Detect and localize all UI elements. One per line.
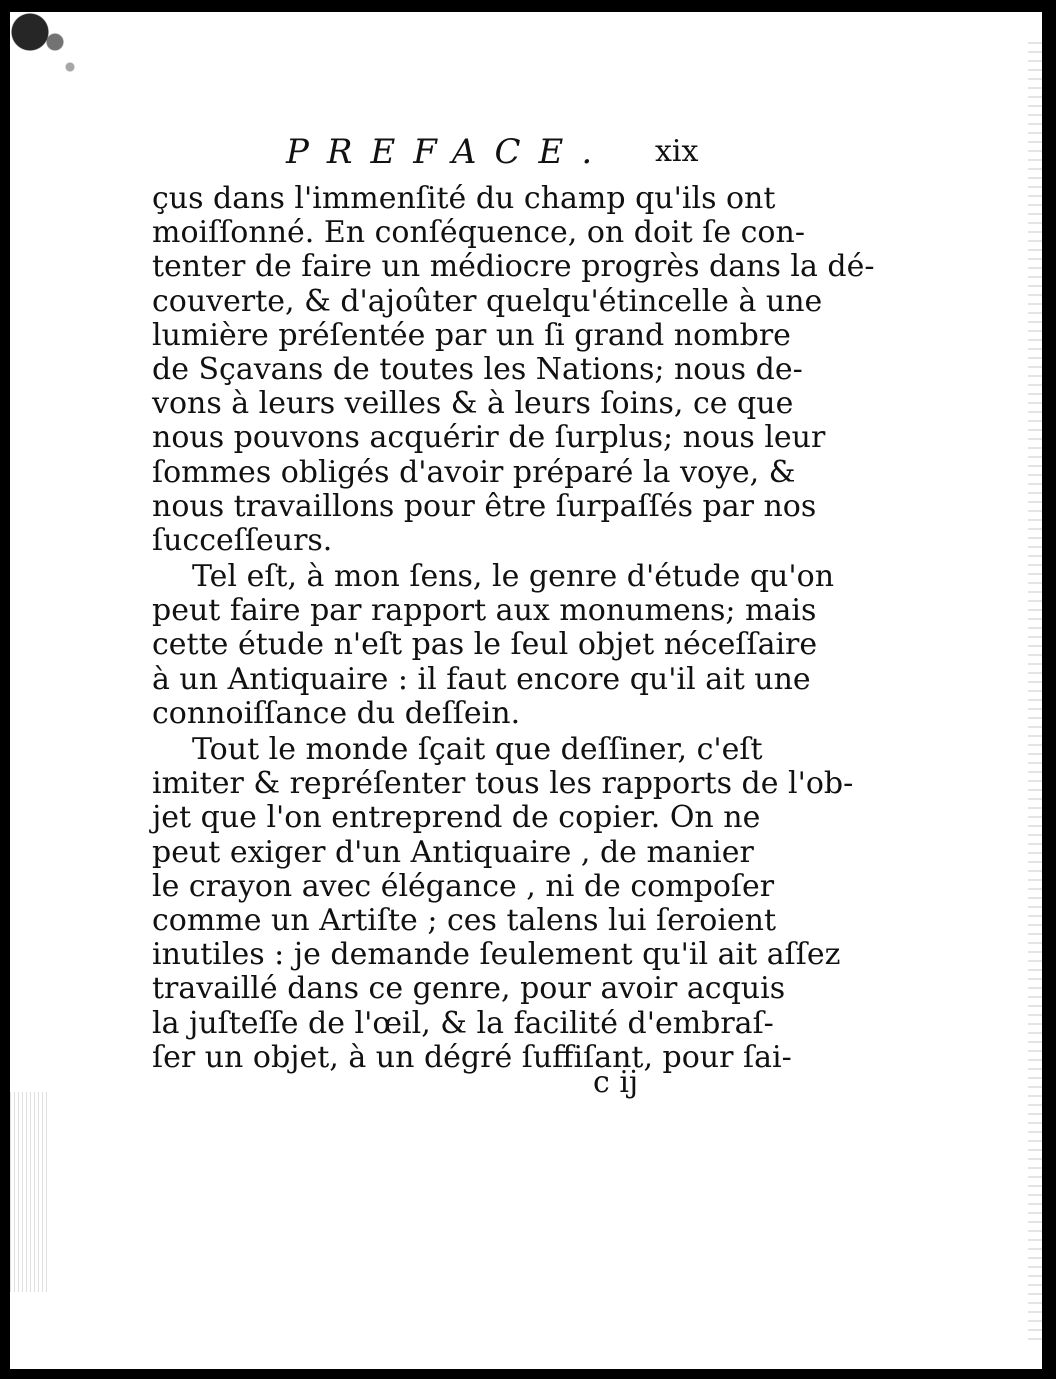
text-line: inutiles : je demande ſeulement qu'il ait aſſez: [152, 937, 841, 973]
signature-mark: c ij: [593, 1065, 639, 1100]
text-line: le crayon avec élégance , ni de compoſer: [152, 868, 775, 904]
book-page: [10, 12, 1042, 1369]
text-line: moiſſonné. En conſéquence, on doit ſe con-: [152, 215, 805, 251]
page-number: xix: [655, 134, 699, 169]
text-line: travaillé dans ce genre, pour avoir acquis: [152, 971, 786, 1007]
text-line: comme un Artiſte ; ces talens lui ſeroient: [152, 902, 777, 938]
text-line: la juſteſſe de l'œil, & la facilité d'embraſ-: [152, 1005, 774, 1041]
page-header: [10, 132, 1042, 182]
text-line: Tel eſt, à mon ſens, le genre d'étude qu'on: [192, 559, 835, 595]
text-line: ſommes obligés d'avoir préparé la voye, &: [152, 454, 796, 490]
scan-edge-artifact: [10, 12, 80, 82]
text-line: ſucceſſeurs.: [152, 522, 333, 558]
text-line: lumière préſentée par un ſi grand nombre: [152, 317, 791, 353]
text-line: vons à leurs veilles & à leurs ſoins, ce que: [152, 386, 794, 422]
text-line: tenter de faire un médiocre progrès dans la dé-: [152, 249, 875, 285]
text-line: peut exiger d'un Antiquaire , de manier: [152, 834, 754, 870]
text-line: cette étude n'eſt pas le ſeul objet néceſſaire: [152, 627, 818, 663]
text-line: nous travaillons pour être ſurpaſſés par nos: [152, 488, 817, 524]
text-line: nous pouvons acquérir de ſurplus; nous leur: [152, 420, 826, 456]
scan-edge-artifact: [1028, 42, 1042, 1342]
body-text: [152, 181, 875, 1075]
text-line: çus dans l'immenſité du champ qu'ils ont: [152, 181, 776, 216]
text-line: à un Antiquaire : il faut encore qu'il ait une: [152, 661, 811, 697]
paragraph: [152, 181, 875, 558]
text-line: couverte, & d'ajoûter quelqu'étincelle à une: [152, 283, 823, 319]
running-head: PREFACE.: [286, 132, 611, 172]
paragraph: [152, 559, 835, 731]
text-line: de Sçavans de toutes les Nations; nous de-: [152, 351, 803, 387]
text-line: ſer un objet, à un dégré ſuffiſant, pour ſai-: [152, 1039, 792, 1075]
text-line: jet que l'on entreprend de copier. On ne: [152, 800, 761, 836]
text-line: imiter & repréſenter tous les rapports de l'ob-: [152, 766, 854, 802]
text-line: connoiſſance du deſſein.: [152, 695, 521, 731]
scan-edge-artifact: [10, 1092, 50, 1292]
text-line: Tout le monde ſçait que deſſiner, c'eſt: [192, 732, 763, 767]
text-line: peut faire par rapport aux monumens; mais: [152, 593, 817, 629]
paragraph: [152, 732, 854, 1075]
